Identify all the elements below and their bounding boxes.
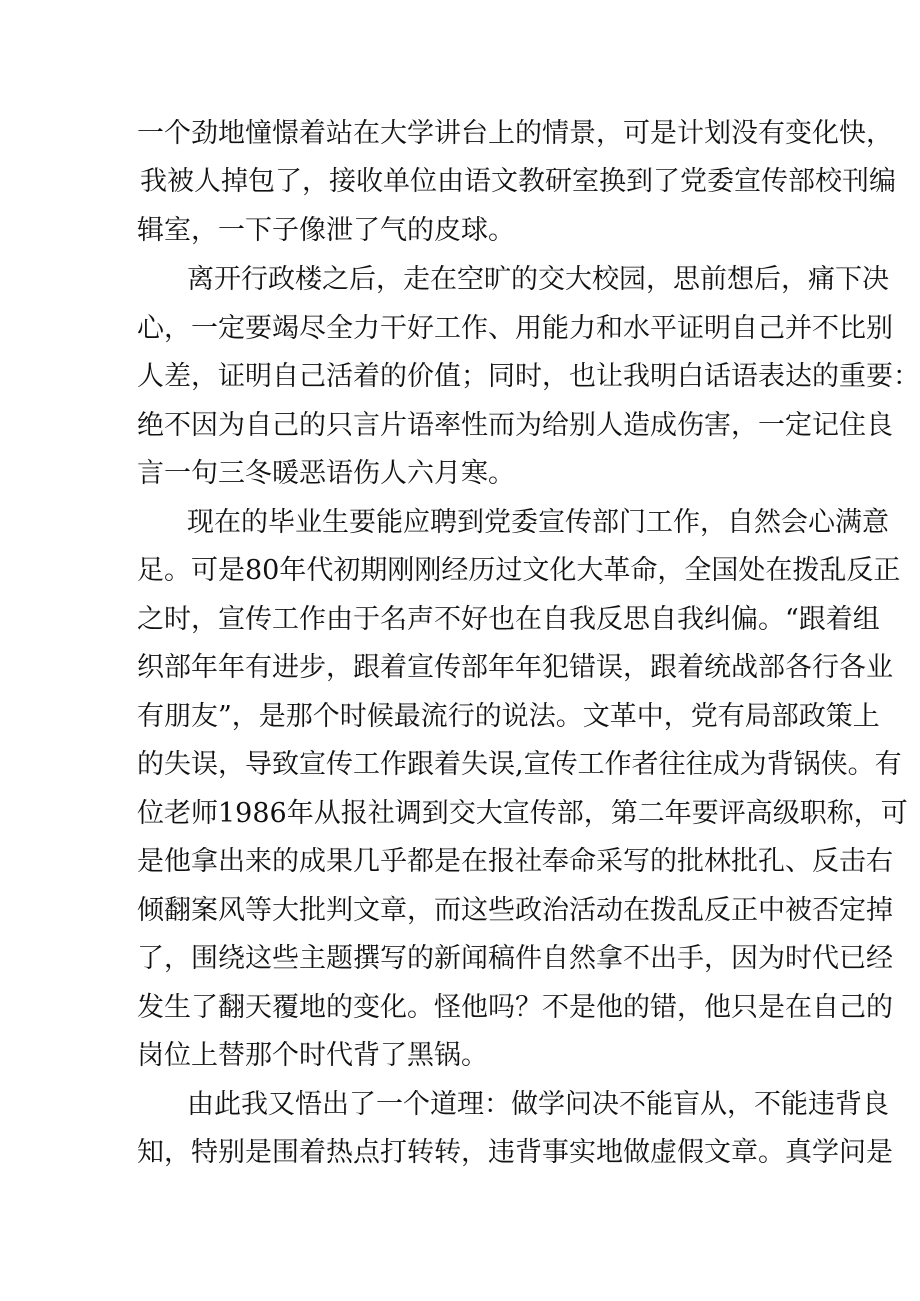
text-line-8: 言一句三冬暖恶语伤人六月寒。 [137, 458, 515, 489]
text-line-10: 足。可是80年代初期刚刚经历过文化大革命，全国处在拨乱反正 [137, 555, 901, 586]
text-line-12: 织部年年有进步，跟着宣传部年年犯错误，跟着统战部各行各业 [137, 652, 893, 683]
text-line-14: 的失误，导致宣传工作跟着失误,宣传工作者往往成为背锅侠。有 [137, 749, 902, 780]
text-line-6: 人差，证明自己活着的价值；同时，也让我明白话语表达的重要： [137, 361, 920, 392]
text-line-18: 了，围绕这些主题撰写的新闻稿件自然拿不出手，因为时代已经 [137, 943, 893, 974]
text-line-3: 辑室，一下子像泄了气的皮球。 [137, 215, 515, 246]
text-line-16: 是他拿出来的成果几乎都是在报社奉命采写的批林批孔、反击右 [137, 846, 893, 877]
text-line-4: 离开行政楼之后，走在空旷的交大校园，思前想后，痛下决 [187, 264, 889, 295]
text-line-22: 知，特别是围着热点打转转，违背事实地做虚假文章。真学问是 [137, 1137, 893, 1168]
text-line-5: 心，一定要竭尽全力干好工作、用能力和水平证明自己并不比别 [137, 313, 893, 344]
text-line-11: 之时，宣传工作由于名声不好也在自我反思自我纠偏。“跟着组 [137, 604, 880, 635]
text-line-9: 现在的毕业生要能应聘到党委宣传部门工作，自然会心满意 [187, 507, 889, 538]
text-line-17: 倾翻案风等大批判文章，而这些政治活动在拨乱反正中被否定掉 [137, 895, 893, 926]
text-line-2: 我被人掉包了，接收单位由语文教研室换到了党委宣传部校刊编 [140, 166, 896, 197]
text-line-15: 位老师1986年从报社调到交大宣传部，第二年要评高级职称，可 [137, 798, 908, 829]
text-line-21: 由此我又悟出了一个道理：做学问决不能盲从，不能违背良 [187, 1089, 889, 1120]
text-line-13: 有朋友”，是那个时候最流行的说法。文革中，党有局部政策上 [137, 701, 880, 732]
text-line-1: 一个劲地憧憬着站在大学讲台上的情景，可是计划没有变化快， [137, 118, 893, 149]
text-line-7: 绝不因为自己的只言片语率性而为给别人造成伤害，一定记住良 [137, 410, 893, 441]
text-line-20: 岗位上替那个时代背了黑锅。 [137, 1040, 488, 1071]
text-line-19: 发生了翻天覆地的变化。怪他吗？不是他的错，他只是在自己的 [137, 992, 893, 1023]
